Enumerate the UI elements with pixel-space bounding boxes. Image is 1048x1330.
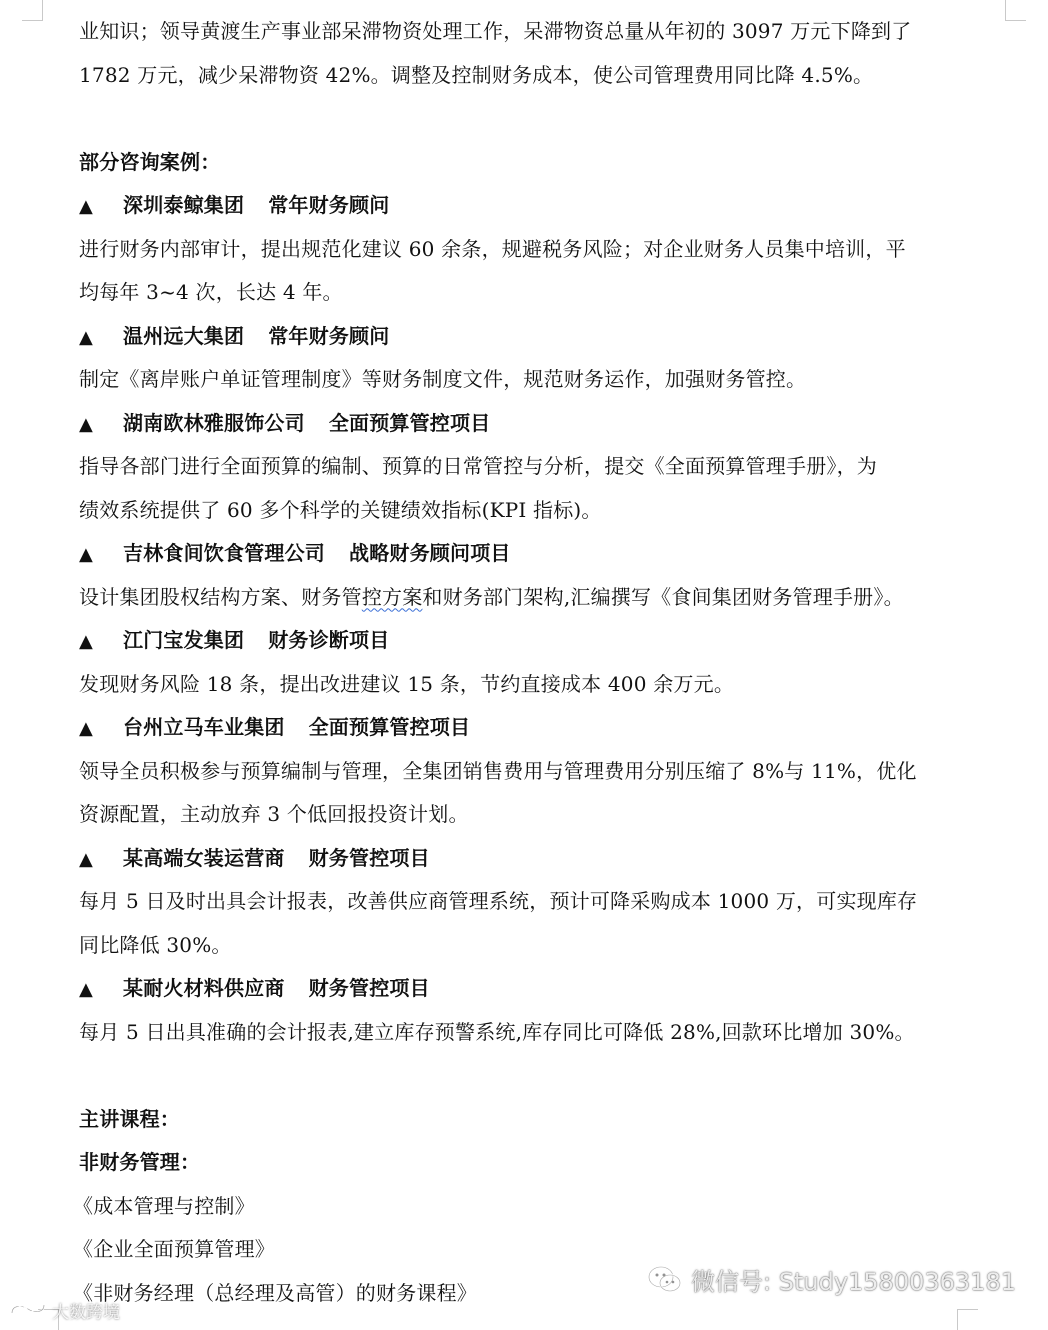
case-title — [79, 706, 959, 750]
case-description: 制定《离岸账户单证管理制度》等财务制度文件，规范财务运作，加强财务管控。 — [79, 367, 807, 391]
case-company: 某高端女装运营商 — [123, 845, 285, 870]
triangle-bullet-icon: ▲ — [79, 979, 94, 1000]
case-description: 同比降低 30%。 — [79, 932, 232, 957]
case-company: 深圳泰鲸集团 — [123, 193, 245, 217]
triangle-bullet-icon: ▲ — [79, 631, 94, 652]
brand-logo-text: 大数跨境 — [52, 1303, 120, 1323]
infinity-logo-icon — [8, 1299, 48, 1323]
page-corner-mark — [957, 1309, 978, 1330]
case-project: 常年财务顾问 — [268, 323, 390, 348]
case-title — [79, 402, 959, 446]
courses-heading: 主讲课程： — [79, 1106, 180, 1131]
case-description — [79, 576, 959, 620]
page-corner-mark — [22, 0, 43, 21]
course-category: 非财务管理： — [79, 1150, 201, 1174]
case-company: 江门宝发集团 — [123, 628, 245, 652]
case-description: 领导全员积极参与预算编制与管理，全集团销售费用与管理费用分别压缩了 8%与 11%，优化 — [79, 758, 917, 783]
intro-line: 业知识；领导黄渡生产事业部呆滞物资处理工作，呆滞物资总量从年初的 3097 万元下降到了 — [79, 19, 912, 43]
triangle-bullet-icon: ▲ — [79, 326, 94, 348]
case-title — [79, 967, 959, 1011]
case-description-part: 设计集团股权结构方案、财务管 — [79, 584, 362, 609]
case-project: 财务管控项目 — [308, 845, 430, 870]
case-company: 湖南欧林雅服饰公司 — [123, 410, 305, 435]
case-title — [79, 532, 959, 576]
case-company: 温州远大集团 — [123, 323, 245, 348]
blank-line — [79, 97, 959, 141]
case-project: 财务管控项目 — [308, 976, 430, 1000]
wechat-id-text: 微信号: Study15800363181 — [691, 1268, 1016, 1296]
case-project: 财务诊断项目 — [268, 628, 390, 652]
intro-line: 1782 万元，减少呆滞物资 42%。调整及控制财务成本，使公司管理费用同比降 4.5%。 — [79, 62, 874, 87]
case-description-part: 和财务部门架构,汇编撰写《食间集团财务管理手册》。 — [422, 584, 904, 609]
case-description: 绩效系统提供了 60 多个科学的关键绩效指标(KPI 指标)。 — [79, 497, 602, 522]
triangle-bullet-icon: ▲ — [79, 196, 94, 217]
spellcheck-underlined-text: 控方案 — [361, 584, 423, 609]
cases-heading: 部分咨询案例： — [79, 149, 221, 174]
course-item: 《非财务经理（总经理及高管）的财务课程》 — [73, 1280, 477, 1305]
case-title — [79, 315, 959, 359]
case-description: 进行财务内部审计，提出规范化建议 60 余条，规避税务风险；对企业财务人员集中培训，平 — [79, 236, 906, 261]
case-description: 均每年 3~4 次，长达 4 年。 — [79, 280, 343, 304]
wechat-icon — [647, 1265, 683, 1295]
triangle-bullet-icon: ▲ — [79, 718, 94, 739]
wechat-watermark — [647, 1262, 1016, 1297]
case-project: 战略财务顾问项目 — [349, 541, 511, 565]
triangle-bullet-icon: ▲ — [79, 848, 94, 870]
case-company: 某耐火材料供应商 — [123, 976, 285, 1000]
case-description: 指导各部门进行全面预算的编制、预算的日常管控与分析，提交《全面预算管理手册》，为 — [79, 454, 877, 478]
triangle-bullet-icon: ▲ — [79, 544, 94, 565]
case-project: 全面预算管控项目 — [308, 715, 471, 739]
case-title — [79, 184, 959, 228]
case-title — [79, 837, 959, 881]
case-project: 全面预算管控项目 — [328, 410, 491, 435]
course-item: 《企业全面预算管理》 — [73, 1237, 275, 1261]
case-description: 每月 5 日及时出具会计报表，改善供应商管理系统，预计可降采购成本 1000 万，可实现库存 — [79, 889, 918, 913]
case-company: 吉林食间饮食管理公司 — [123, 541, 325, 565]
course-item: 《成本管理与控制》 — [73, 1193, 255, 1218]
case-description: 发现财务风险 18 条，提出改进建议 15 条，节约直接成本 400 余万元。 — [79, 671, 735, 696]
page-corner-mark — [1005, 0, 1026, 21]
case-company: 台州立马车业集团 — [123, 715, 285, 739]
case-title — [79, 619, 959, 663]
brand-logo — [8, 1298, 120, 1323]
blank-line — [79, 1054, 959, 1098]
case-project: 常年财务顾问 — [268, 193, 390, 217]
triangle-bullet-icon: ▲ — [79, 413, 94, 435]
case-description: 资源配置，主动放弃 3 个低回报投资计划。 — [79, 802, 469, 826]
case-description: 每月 5 日出具准确的会计报表,建立库存预警系统,库存同比可降低 28%,回款环比增加 30%。 — [79, 1019, 915, 1044]
document-body — [73, 10, 959, 1315]
